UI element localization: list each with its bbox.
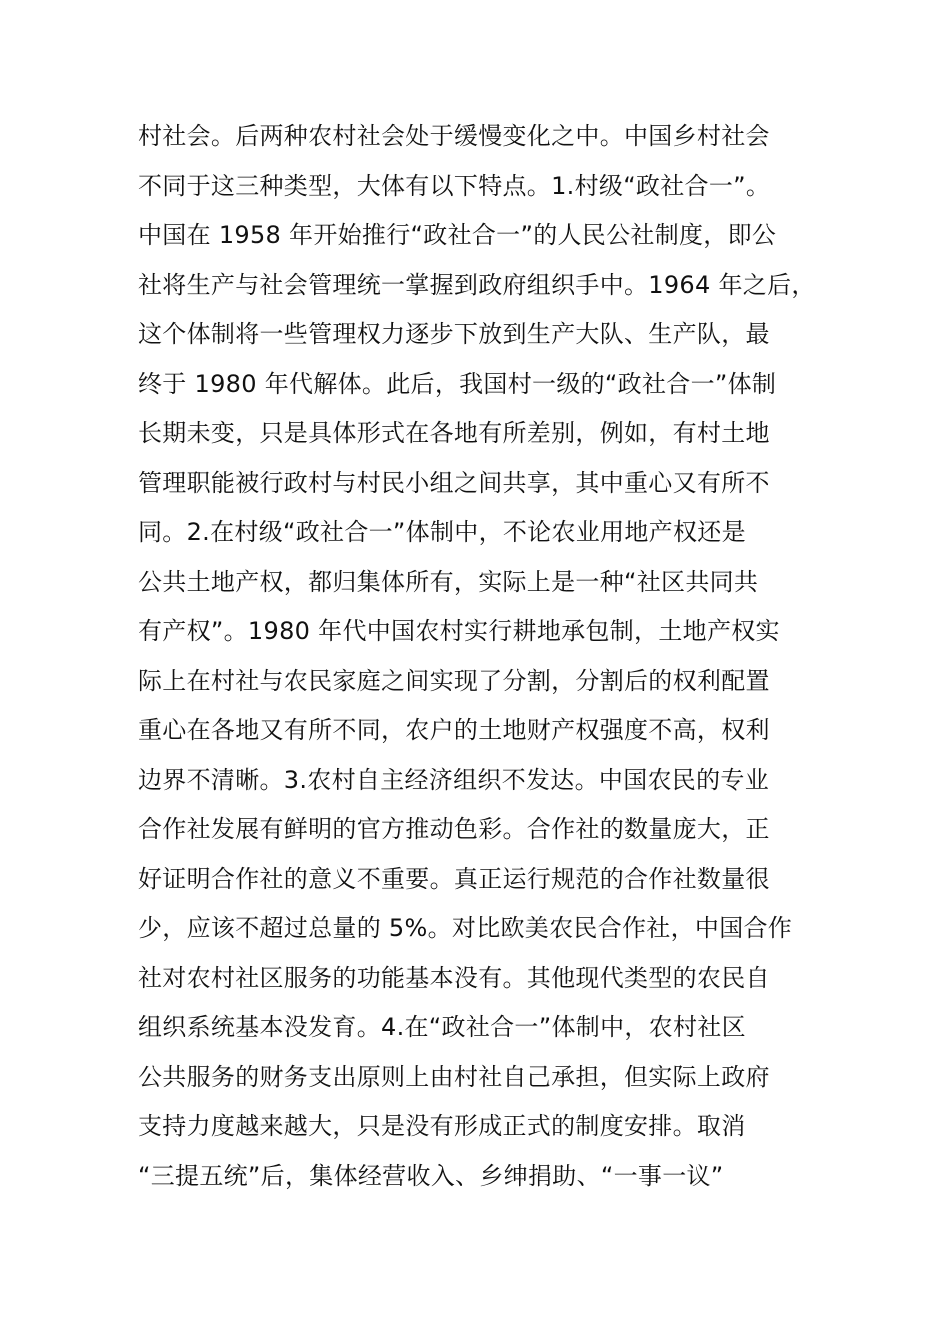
text-line: 公共土地产权，都归集体所有，实际上是一种“社区共同共 bbox=[138, 567, 759, 596]
text-line: 终于 1980 年代解体。此后，我国村一级的“政社合一”体制 bbox=[138, 369, 777, 398]
text-line: 少，应该不超过总量的 5%。对比欧美农民合作社，中国合作 bbox=[138, 914, 793, 942]
text-line: 长期未变，只是具体形式在各地有所差别，例如，有村土地 bbox=[138, 419, 770, 447]
text-line: 社将生产与社会管理统一掌握到政府组织手中。1964 年之后， bbox=[138, 270, 816, 299]
text-line: 同。2.在村级“政社合一”体制中，不论农业用地产权还是 bbox=[138, 518, 746, 546]
text-line: 有产权”。1980 年代中国农村实行耕地承包制，土地产权实 bbox=[138, 617, 780, 645]
text-line: 际上在村社与农民家庭之间实现了分割，分割后的权利配置 bbox=[138, 666, 770, 695]
text-line: 村社会。后两种农村社会处于缓慢变化之中。中国乡村社会 bbox=[138, 122, 770, 150]
text-line: 社对农村社区服务的功能基本没有。其他现代类型的农民自 bbox=[138, 963, 770, 992]
text-line: 好证明合作社的意义不重要。真正运行规范的合作社数量很 bbox=[138, 864, 770, 893]
text-line: 组织系统基本没发育。4.在“政社合一”体制中，农村社区 bbox=[138, 1013, 746, 1041]
text-line: 这个体制将一些管理权力逐步下放到生产大队、生产队，最 bbox=[138, 320, 770, 348]
text-line: 重心在各地又有所不同，农户的土地财产权强度不高，权利 bbox=[138, 716, 770, 744]
text-line: 管理职能被行政村与村民小组之间共享，其中重心又有所不 bbox=[138, 468, 770, 497]
text-line: 合作社发展有鲜明的官方推动色彩。合作社的数量庞大，正 bbox=[138, 815, 770, 843]
text-line: 不同于这三种类型，大体有以下特点。1.村级“政社合一”。 bbox=[138, 171, 771, 200]
text-line: “三提五统”后，集体经营收入、乡绅捐助、“一事一议” bbox=[138, 1161, 724, 1190]
text-line: 支持力度越来越大，只是没有形成正式的制度安排。取消 bbox=[138, 1112, 746, 1140]
body-paragraph bbox=[138, 112, 838, 1201]
text-line: 中国在 1958 年开始推行“政社合一”的人民公社制度，即公 bbox=[138, 221, 777, 249]
text-line: 公共服务的财务支出原则上由村社自己承担，但实际上政府 bbox=[138, 1062, 770, 1091]
text-line: 边界不清晰。3.农村自主经济组织不发达。中国农民的专业 bbox=[138, 765, 769, 794]
